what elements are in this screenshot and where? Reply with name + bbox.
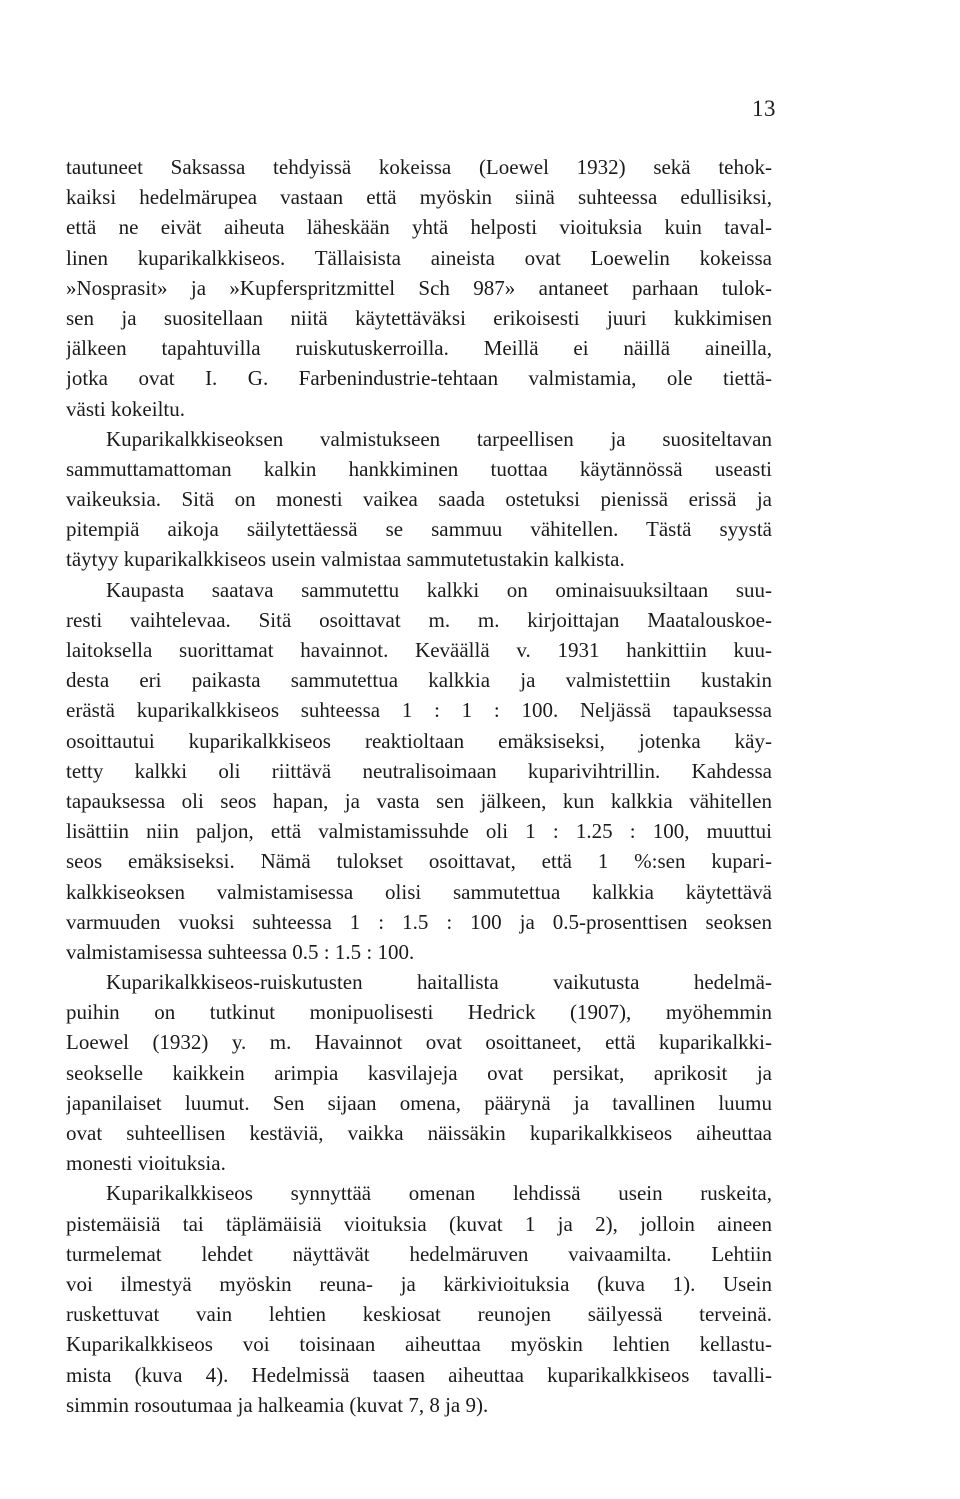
page-number: 13 (752, 96, 776, 121)
text-line: »Nosprasit» ja »Kupferspritzmittel Sch 987» antaneet parhaan tulok- (66, 275, 772, 300)
text-line: jälkeen tapahtuvilla ruiskutuskerroilla. Meillä ei näillä aineilla, (66, 336, 772, 361)
text-line: ruskettuvat vain lehtien keskiosat reunojen säilyessä terveinä. (66, 1302, 772, 1327)
text-line: mista (kuva 4). Hedelmissä taasen aiheuttaa kuparikalkkiseos tavalli- (66, 1362, 772, 1387)
text-line: Loewel (1932) y. m. Havainnot ovat osoittaneet, että kuparikalkki- (66, 1030, 772, 1055)
text-line: simmin rosoutumaa ja halkeamia (kuvat 7, 8 ja 9). (66, 1392, 489, 1417)
text-line: Kuparikalkkiseos voi toisinaan aiheuttaa myöskin lehtien kellastu- (66, 1332, 772, 1357)
text-line: Kuparikalkkiseos-ruiskutusten haitallista vaikutusta hedelmä- (106, 970, 772, 995)
text-line: ovat suhteellisen kestäviä, vaikka näissäkin kuparikalkkiseos aiheuttaa (66, 1121, 772, 1145)
text-line: Kaupasta saatava sammutettu kalkki on ominaisuuksiltaan suu- (106, 577, 772, 602)
text-line: laitoksella suorittamat havainnot. Keväällä v. 1931 hankittiin kuu- (66, 638, 772, 662)
text-line: sen ja suositellaan niitä käytettäväksi erikoisesti juuri kukkimisen (66, 305, 772, 330)
text-line: että ne eivät aiheuta läheskään yhtä helposti vioituksia kuin taval- (66, 215, 772, 240)
text-line: osoittautui kuparikalkkiseos reaktioltaan emäksiseksi, jotenka käy- (66, 728, 772, 753)
text-line: pistemäisiä tai täplämäisiä vioituksia (kuvat 1 ja 2), jolloin aineen (66, 1211, 772, 1236)
text-line: lisättiin niin paljon, että valmistamissuhde oli 1 : 1.25 : 100, muuttui (66, 819, 772, 844)
text-line: varmuuden vuoksi suhteessa 1 : 1.5 : 100 ja 0.5-prosenttisen seoksen (66, 909, 772, 934)
text-line: monesti vioituksia. (66, 1151, 226, 1176)
text-line: valmistamisessa suhteessa 0.5 : 1.5 : 100. (66, 939, 415, 964)
text-line: vaikeuksia. Sitä on monesti vaikea saada ostetuksi pienissä erissä ja (66, 487, 772, 512)
text-line: tautuneet Saksassa tehdyissä kokeissa (Loewel 1932) sekä tehok- (66, 155, 772, 179)
text-line: linen kuparikalkkiseos. Tällaisista aineista ovat Loewelin kokeissa (66, 245, 772, 270)
text-line: resti vaihtelevaa. Sitä osoittavat m. m. kirjoittajan Maatalouskoe- (66, 607, 772, 632)
text-line: seokselle kaikkein arimpia kasvilajeja ovat persikat, aprikosit ja (66, 1060, 772, 1085)
text-line: tetty kalkki oli riittävä neutralisoimaan kuparivihtrillin. Kahdessa (66, 758, 772, 783)
text-line: seos emäksiseksi. Nämä tulokset osoittavat, että 1 %:sen kupari- (66, 849, 772, 874)
text-line: Kuparikalkkiseos synnyttää omenan lehdissä usein ruskeita, (106, 1181, 772, 1206)
text-line: täytyy kuparikalkkiseos usein valmistaa sammutetustakin kalkista. (66, 547, 625, 572)
text-line: tapauksessa oli seos hapan, ja vasta sen jälkeen, kun kalkkia vähitellen (66, 788, 772, 813)
text-line: sammuttamattoman kalkin hankkiminen tuottaa käytännössä useasti (66, 456, 772, 481)
text-line: desta eri paikasta sammutettua kalkkia ja valmistettiin kustakin (66, 668, 772, 693)
text-line: voi ilmestyä myöskin reuna- ja kärkivioituksia (kuva 1). Usein (66, 1271, 772, 1296)
text-line: kalkkiseoksen valmistamisessa olisi sammutettua kalkkia käytettävä (66, 879, 772, 904)
body-text (66, 152, 772, 1420)
text-line: japanilaiset luumut. Sen sijaan omena, päärynä ja tavallinen luumu (66, 1090, 772, 1115)
text-line: erästä kuparikalkkiseos suhteessa 1 : 1 : 100. Neljässä tapauksessa (66, 698, 772, 723)
text-line: kaiksi hedelmärupea vastaan että myöskin siinä suhteessa edullisiksi, (66, 185, 772, 210)
text-line: puihin on tutkinut monipuolisesti Hedrick (1907), myöhemmin (66, 1000, 772, 1025)
text-line: jotka ovat I. G. Farbenindustrie-tehtaan valmistamia, ole tiettä- (66, 366, 772, 391)
text-line: pitempiä aikoja säilytettäessä se sammuu vähitellen. Tästä syystä (66, 517, 772, 542)
text-line: västi kokeiltu. (66, 396, 185, 421)
text-line: Kuparikalkkiseoksen valmistukseen tarpeellisen ja suositeltavan (106, 426, 772, 451)
text-line: turmelemat lehdet näyttävät hedelmäruven vaivaamilta. Lehtiin (66, 1241, 772, 1266)
